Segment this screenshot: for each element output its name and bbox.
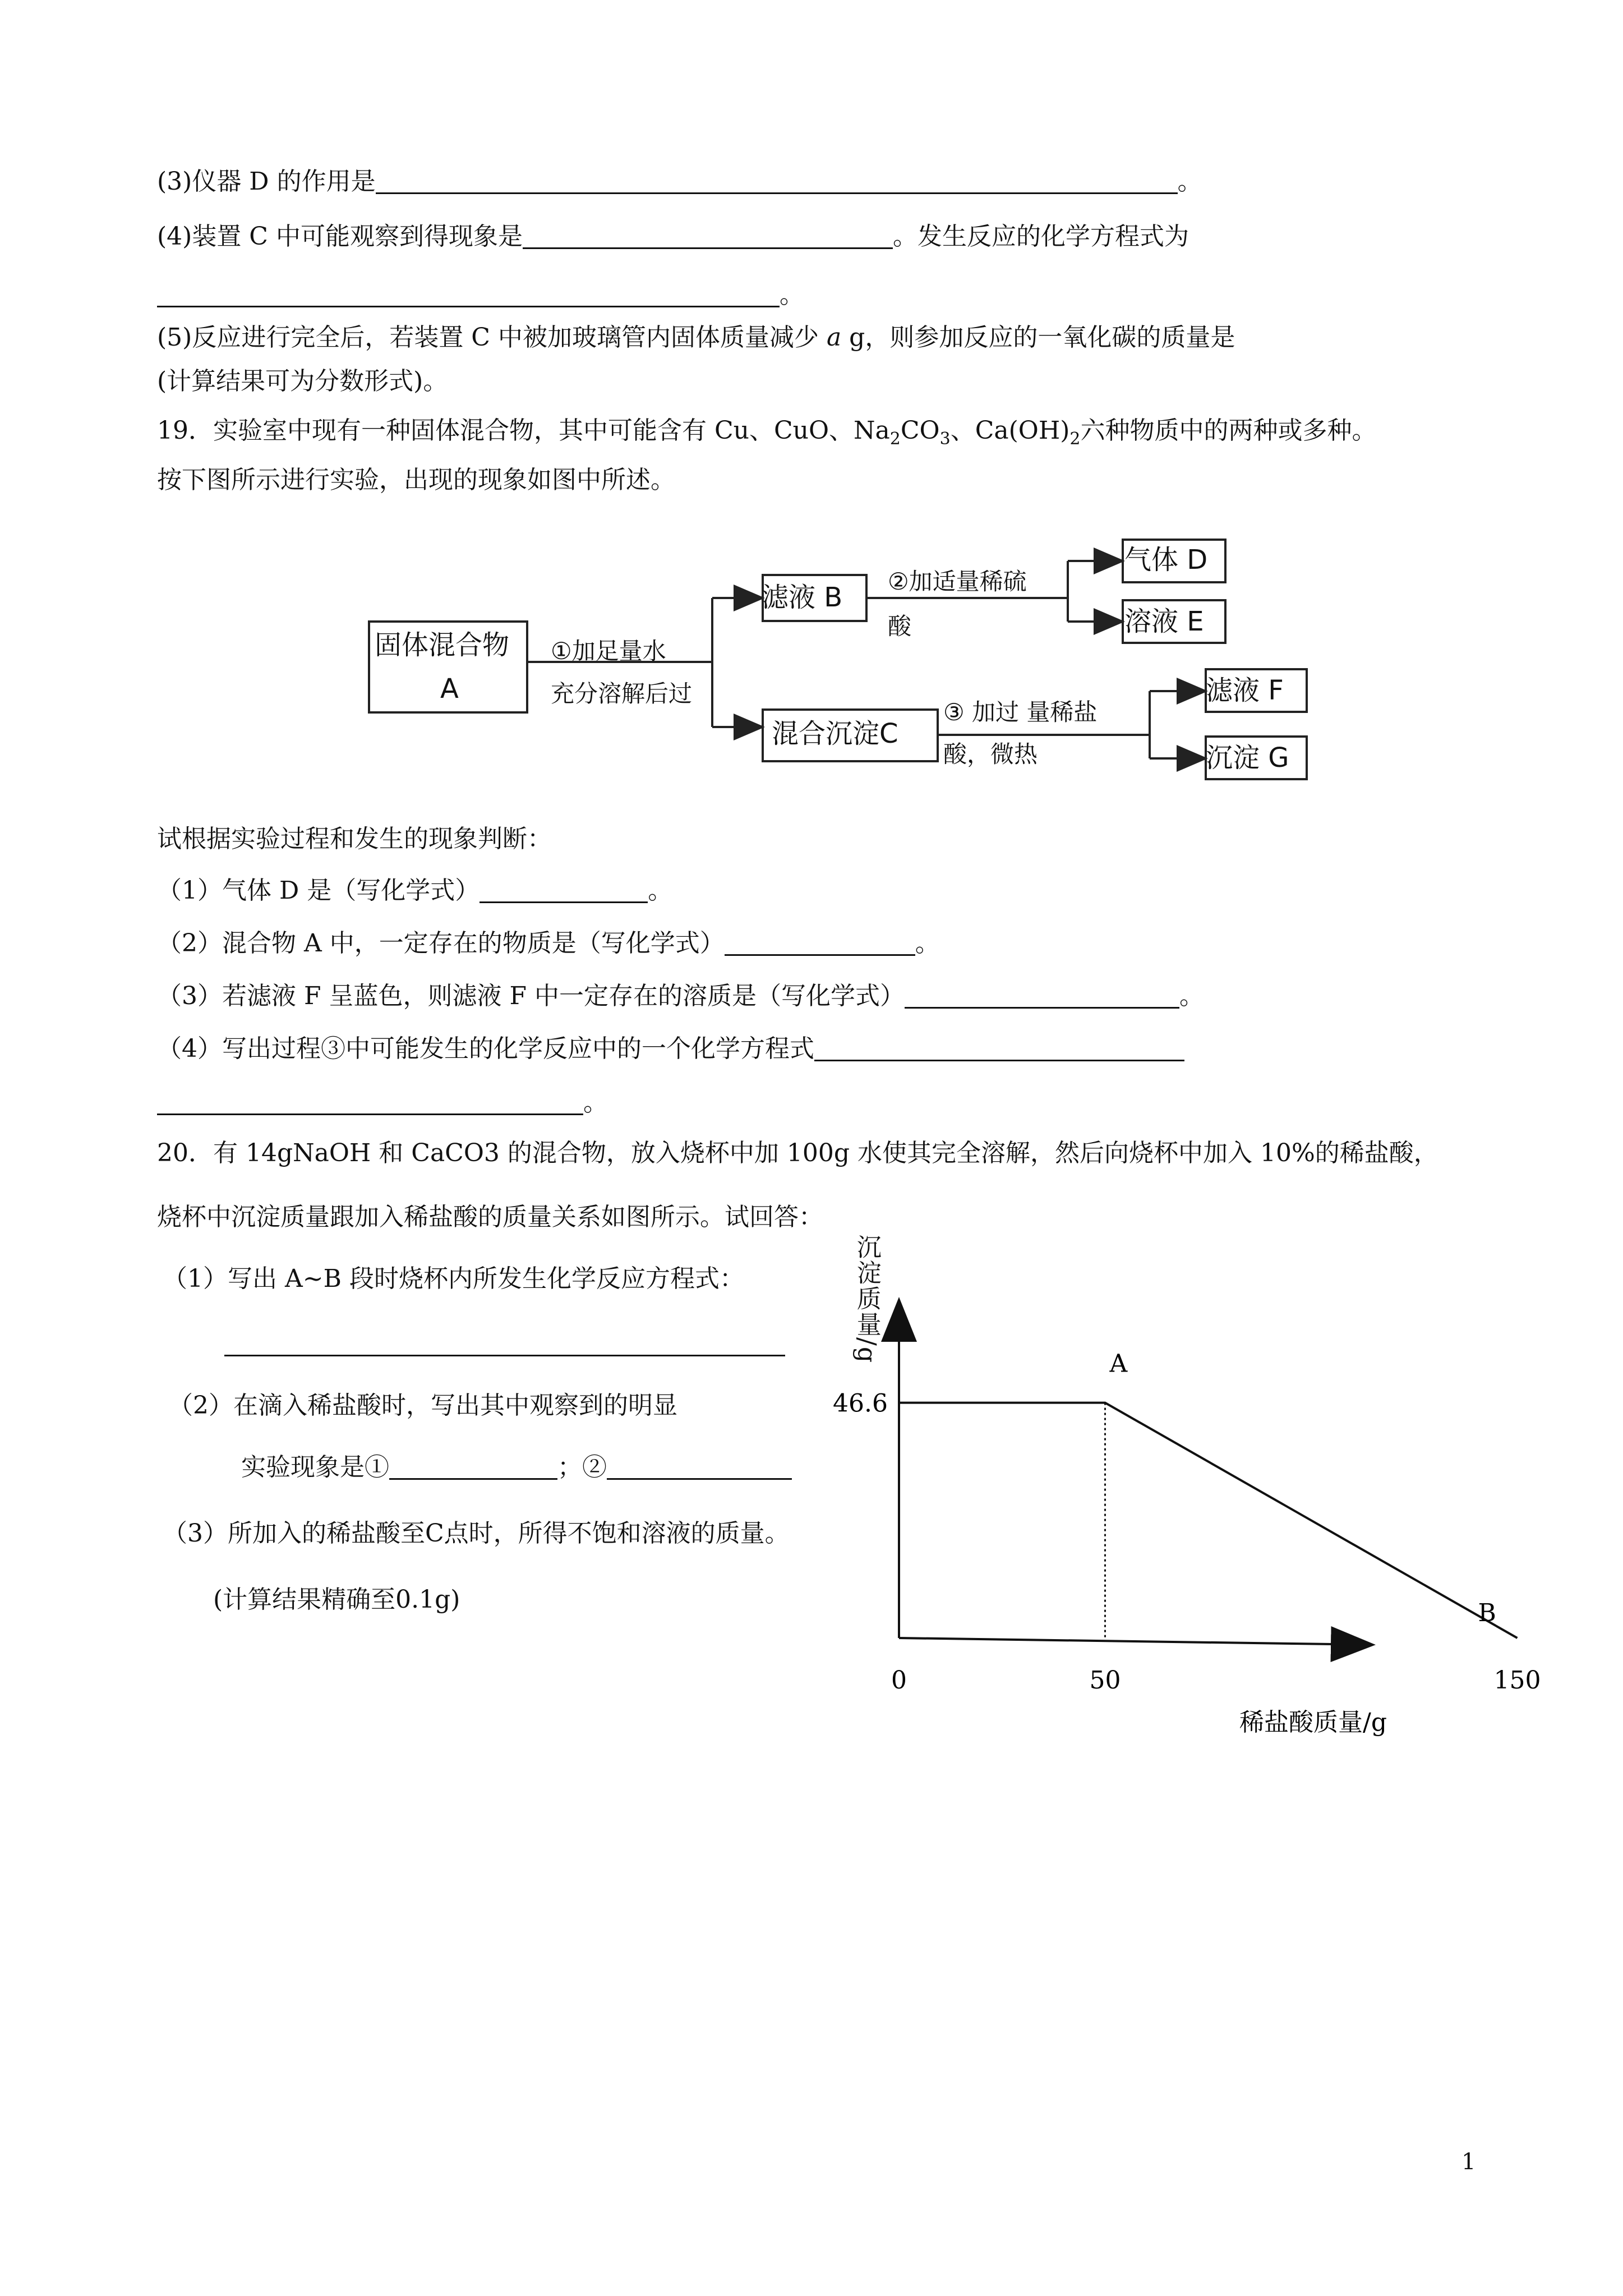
- q19-sub2-prefix: （2）混合物 A 中，一定存在的物质是（写化学式）: [157, 929, 725, 958]
- q19-sub2: [157, 929, 940, 959]
- q20-intro-line2: 烧杯中沉淀质量跟加入稀盐酸的质量关系如图所示。试回答：: [157, 1203, 823, 1231]
- answer-blank[interactable]: [905, 982, 1179, 1009]
- q19-judge: 试根据实验过程和发生的现象判断：: [157, 825, 552, 853]
- q18-part4-mid: 。发生反应的化学方程式为: [892, 222, 1189, 251]
- answer-blank[interactable]: [607, 1453, 792, 1480]
- answer-blank[interactable]: [224, 1330, 785, 1356]
- label-step2-line2: 酸: [888, 613, 912, 640]
- q19-sub1-prefix: （1）气体 D 是（写化学式）: [157, 876, 480, 905]
- label-step3-line1: ③ 加过 量稀盐: [943, 698, 1098, 726]
- q18-part3-prefix: (3)仪器 D 的作用是: [157, 167, 376, 196]
- q20-sub2-phenomenon-1: 实验现象是①: [241, 1453, 389, 1481]
- q18-part5-text2: g，则参加反应的一氧化碳的质量是: [841, 323, 1235, 352]
- subscript: 2: [889, 429, 901, 449]
- page-number: 1: [1461, 2149, 1476, 2175]
- q19-sub4: [157, 1034, 1184, 1064]
- x-tick-label: 50: [1089, 1666, 1121, 1695]
- q19-intro-text: 19．实验室中现有一种固体混合物，其中可能含有 Cu、CuO、Na: [157, 416, 890, 445]
- label-filtrate-b: 滤液 B: [762, 582, 843, 613]
- answer-blank[interactable]: [376, 168, 1178, 194]
- label-step3-line2: 酸，微热: [943, 740, 1038, 768]
- q18-part3: [157, 167, 1202, 197]
- q18-part4-prefix: (4)装置 C 中可能观察到得现象是: [157, 222, 523, 251]
- label-precipitate-g: 沉淀 G: [1206, 742, 1289, 774]
- label-a: A: [440, 673, 459, 705]
- q20-sub2-line2: [241, 1453, 792, 1483]
- label-solid-mixture: 固体混合物: [375, 629, 510, 661]
- q20-sub3: （3）所加入的稀盐酸至C点时，所得不饱和溶液的质量。: [163, 1519, 790, 1548]
- answer-blank[interactable]: [389, 1453, 557, 1480]
- q18-part5-text1: (5)反应进行完全后，若装置 C 中被加玻璃管内固体质量减少: [157, 323, 827, 352]
- label-step1-line2: 充分溶解后过: [551, 680, 693, 707]
- x-tick-label: 150: [1493, 1666, 1541, 1695]
- q18-part5: [157, 323, 1235, 353]
- label-gas-d: 气体 D: [1124, 544, 1208, 576]
- q19-sub4-line2: [157, 1088, 608, 1118]
- answer-blank[interactable]: [814, 1035, 1184, 1061]
- point-label-b: B: [1478, 1599, 1496, 1627]
- answer-blank[interactable]: [157, 281, 780, 307]
- label-step2-line1: ②加适量稀硫: [888, 568, 1027, 595]
- label-mixed-precipitate-c: 混合沉淀C: [772, 718, 898, 749]
- y-tick-label: 46.6: [833, 1389, 888, 1418]
- q19-sub3: [157, 982, 1204, 1011]
- answer-blank[interactable]: [725, 930, 915, 956]
- answer-blank[interactable]: [157, 1089, 583, 1115]
- q20-sub2-phenomenon-2: ；②: [557, 1453, 607, 1481]
- q19-sub2-suffix: 。: [915, 929, 940, 958]
- q20-sub1: （1）写出 A~B 段时烧杯内所发生化学反应方程式：: [163, 1264, 744, 1293]
- y-axis-label: 沉淀质量/g: [852, 1234, 881, 1364]
- data-line: [899, 1403, 1518, 1638]
- label-filtrate-f: 滤液 F: [1206, 675, 1284, 706]
- q19-intro-line1: [157, 416, 1377, 449]
- q18-part4-line2: [157, 280, 804, 310]
- q20-sub3-note: (计算结果精确至0.1g): [213, 1585, 460, 1614]
- q19-sub1-suffix: 。: [648, 876, 673, 905]
- q18-part4-suffix: 。: [780, 280, 804, 309]
- q19-intro-text: 六种物质中的两种或多种。: [1080, 416, 1377, 445]
- q19-sub4-suffix: 。: [583, 1088, 608, 1117]
- label-step1-line1: ①加足量水: [551, 637, 666, 665]
- subscript: 2: [1069, 429, 1081, 449]
- q20-intro-line1: 20．有 14gNaOH 和 CaCO3 的混合物，放入烧杯中加 100g 水使其完全溶解，然后向烧杯中加入 10%的稀盐酸，: [157, 1139, 1438, 1167]
- q18-part5-a: a: [826, 323, 842, 352]
- q19-sub4-prefix: （4）写出过程③中可能发生的化学反应中的一个化学方程式: [157, 1034, 814, 1063]
- q18-part3-suffix: 。: [1177, 167, 1202, 196]
- x-axis: [899, 1638, 1371, 1645]
- answer-blank[interactable]: [479, 877, 648, 903]
- q19-sub3-prefix: （3）若滤液 F 呈蓝色，则滤液 F 中一定存在的溶质是（写化学式）: [157, 982, 905, 1010]
- q19-sub1: [157, 876, 672, 906]
- q19-intro-text: 、Ca(OH): [950, 416, 1070, 445]
- q19-sub3-suffix: 。: [1179, 982, 1204, 1010]
- q20-sub2-line1: （2）在滴入稀盐酸时，写出其中观察到的明显: [168, 1391, 677, 1420]
- q18-part4: [157, 222, 1189, 252]
- q19-intro-text: CO: [900, 416, 940, 445]
- q18-part5-line2: (计算结果可为分数形式)。: [157, 367, 448, 395]
- q19-intro-line2: 按下图所示进行实验，出现的现象如图中所述。: [157, 466, 675, 494]
- label-solution-e: 溶液 E: [1124, 606, 1204, 637]
- x-axis-label: 稀盐酸质量/g: [1239, 1708, 1387, 1737]
- subscript: 3: [939, 429, 951, 449]
- answer-blank[interactable]: [523, 223, 893, 249]
- q20-sub1-blank: [224, 1329, 785, 1359]
- point-label-a: A: [1109, 1349, 1128, 1378]
- x-tick-label: 0: [891, 1666, 907, 1695]
